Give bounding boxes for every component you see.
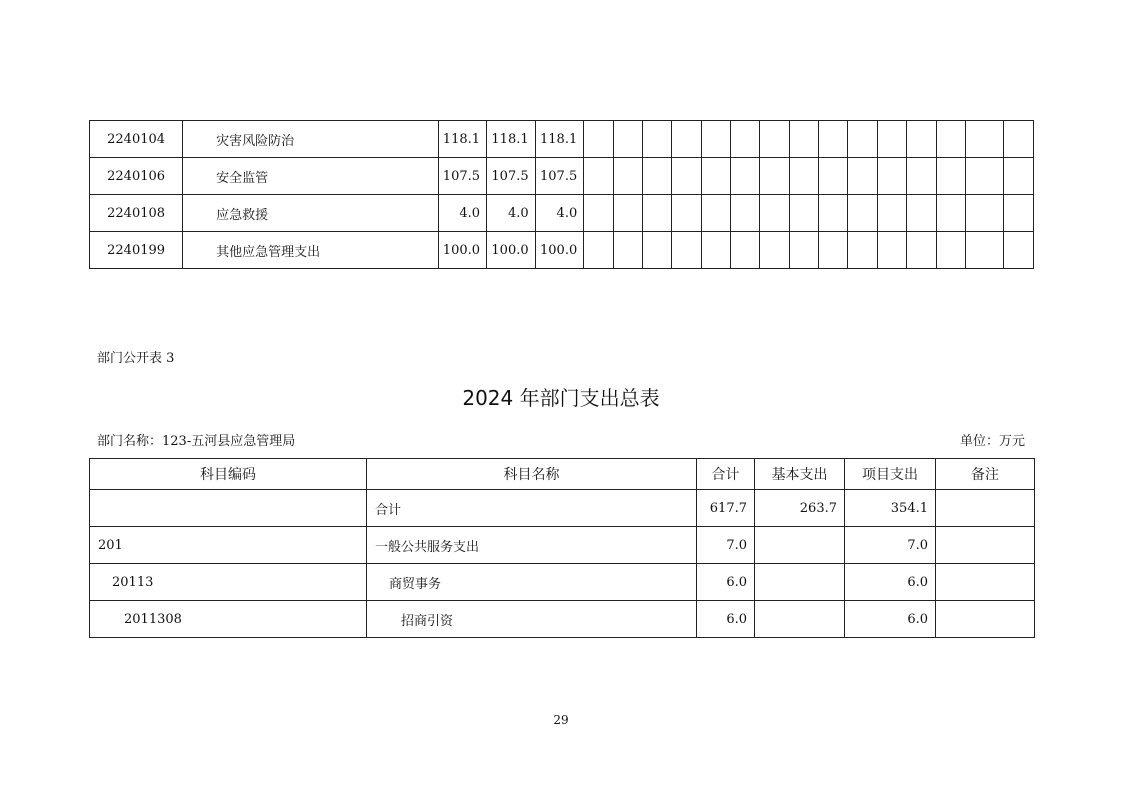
empty-cell: [760, 195, 789, 232]
empty-cell: [672, 158, 701, 195]
amount-cell: 118.1: [487, 121, 536, 158]
subject-name: 合计: [367, 490, 697, 527]
project-amount: 354.1: [845, 490, 936, 527]
subject-name: 应急救援: [183, 195, 439, 232]
empty-cell: [760, 158, 789, 195]
subject-name: 安全监管: [183, 158, 439, 195]
empty-cell: [613, 195, 642, 232]
empty-cell: [819, 195, 848, 232]
empty-cell: [1004, 195, 1034, 232]
column-header: 合计: [697, 459, 755, 490]
empty-cell: [760, 232, 789, 269]
empty-cell: [1004, 158, 1034, 195]
empty-cell: [877, 158, 906, 195]
empty-cell: [877, 232, 906, 269]
empty-cell: [731, 121, 760, 158]
total-amount: 6.0: [697, 601, 755, 638]
subject-code: 2240106: [90, 158, 183, 195]
column-header: 备注: [936, 459, 1035, 490]
empty-cell: [672, 232, 701, 269]
subject-code: 2240199: [90, 232, 183, 269]
empty-cell: [789, 158, 818, 195]
empty-cell: [760, 121, 789, 158]
amount-cell: 107.5: [535, 158, 584, 195]
empty-cell: [701, 195, 730, 232]
empty-cell: [584, 232, 613, 269]
empty-cell: [789, 121, 818, 158]
empty-cell: [907, 232, 936, 269]
empty-cell: [642, 121, 671, 158]
table-row: [90, 564, 1035, 601]
subject-code: 2011308: [90, 601, 367, 638]
continued-expenditure-table: [89, 120, 1034, 269]
empty-cell: [936, 158, 965, 195]
amount-cell: 100.0: [535, 232, 584, 269]
subject-code: 20113: [90, 564, 367, 601]
empty-cell: [848, 121, 877, 158]
amount-cell: 100.0: [439, 232, 487, 269]
column-header: 科目名称: [367, 459, 697, 490]
project-amount: 7.0: [845, 527, 936, 564]
table-row: [90, 195, 1034, 232]
table-row: [90, 527, 1035, 564]
table-row: [90, 158, 1034, 195]
empty-cell: [1004, 232, 1034, 269]
subject-name: 其他应急管理支出: [183, 232, 439, 269]
amount-cell: 107.5: [487, 158, 536, 195]
empty-cell: [642, 232, 671, 269]
empty-cell: [819, 158, 848, 195]
empty-cell: [819, 121, 848, 158]
basic-amount: [755, 564, 845, 601]
empty-cell: [965, 232, 1003, 269]
basic-amount: [755, 527, 845, 564]
amount-cell: 118.1: [439, 121, 487, 158]
table-label: 部门公开表 3: [97, 351, 175, 366]
table-row: [90, 121, 1034, 158]
amount-cell: 4.0: [487, 195, 536, 232]
amount-cell: 107.5: [439, 158, 487, 195]
empty-cell: [701, 232, 730, 269]
unit-label: 单位：万元: [959, 434, 1025, 449]
empty-cell: [907, 158, 936, 195]
empty-cell: [613, 158, 642, 195]
empty-cell: [965, 121, 1003, 158]
empty-cell: [731, 232, 760, 269]
empty-cell: [701, 121, 730, 158]
empty-cell: [584, 158, 613, 195]
table-row: [90, 232, 1034, 269]
empty-cell: [848, 158, 877, 195]
empty-cell: [613, 232, 642, 269]
subject-name: 招商引资: [367, 601, 697, 638]
empty-cell: [789, 232, 818, 269]
amount-cell: 4.0: [535, 195, 584, 232]
subject-code: 2240108: [90, 195, 183, 232]
page-number: 29: [553, 713, 569, 727]
empty-cell: [1004, 121, 1034, 158]
empty-cell: [731, 158, 760, 195]
table-row: [90, 490, 1035, 527]
empty-cell: [789, 195, 818, 232]
table-row: [90, 601, 1035, 638]
amount-cell: 4.0: [439, 195, 487, 232]
empty-cell: [672, 195, 701, 232]
empty-cell: [819, 232, 848, 269]
column-header: 科目编码: [90, 459, 367, 490]
amount-cell: 118.1: [535, 121, 584, 158]
column-header: 项目支出: [845, 459, 936, 490]
empty-cell: [642, 158, 671, 195]
empty-cell: [613, 121, 642, 158]
project-amount: 6.0: [845, 601, 936, 638]
page-title: 2024 年部门支出总表: [462, 386, 660, 410]
subject-code: 2240104: [90, 121, 183, 158]
remark-cell: [936, 601, 1035, 638]
empty-cell: [907, 121, 936, 158]
subject-name: 一般公共服务支出: [367, 527, 697, 564]
empty-cell: [936, 232, 965, 269]
department-name: 部门名称：123-五河县应急管理局: [97, 434, 296, 449]
empty-cell: [965, 158, 1003, 195]
total-amount: 617.7: [697, 490, 755, 527]
empty-cell: [731, 195, 760, 232]
subject-code: [90, 490, 367, 527]
empty-cell: [584, 195, 613, 232]
empty-cell: [877, 121, 906, 158]
basic-amount: 263.7: [755, 490, 845, 527]
subject-code: 201: [90, 527, 367, 564]
amount-cell: 100.0: [487, 232, 536, 269]
empty-cell: [848, 195, 877, 232]
total-amount: 6.0: [697, 564, 755, 601]
empty-cell: [672, 121, 701, 158]
remark-cell: [936, 564, 1035, 601]
empty-cell: [965, 195, 1003, 232]
empty-cell: [584, 121, 613, 158]
project-amount: 6.0: [845, 564, 936, 601]
empty-cell: [936, 195, 965, 232]
total-amount: 7.0: [697, 527, 755, 564]
basic-amount: [755, 601, 845, 638]
empty-cell: [907, 195, 936, 232]
table-header-row: [90, 459, 1035, 490]
empty-cell: [936, 121, 965, 158]
empty-cell: [642, 195, 671, 232]
empty-cell: [877, 195, 906, 232]
subject-name: 商贸事务: [367, 564, 697, 601]
empty-cell: [701, 158, 730, 195]
remark-cell: [936, 527, 1035, 564]
column-header: 基本支出: [755, 459, 845, 490]
remark-cell: [936, 490, 1035, 527]
expenditure-summary-table: [89, 458, 1035, 638]
subject-name: 灾害风险防治: [183, 121, 439, 158]
empty-cell: [848, 232, 877, 269]
